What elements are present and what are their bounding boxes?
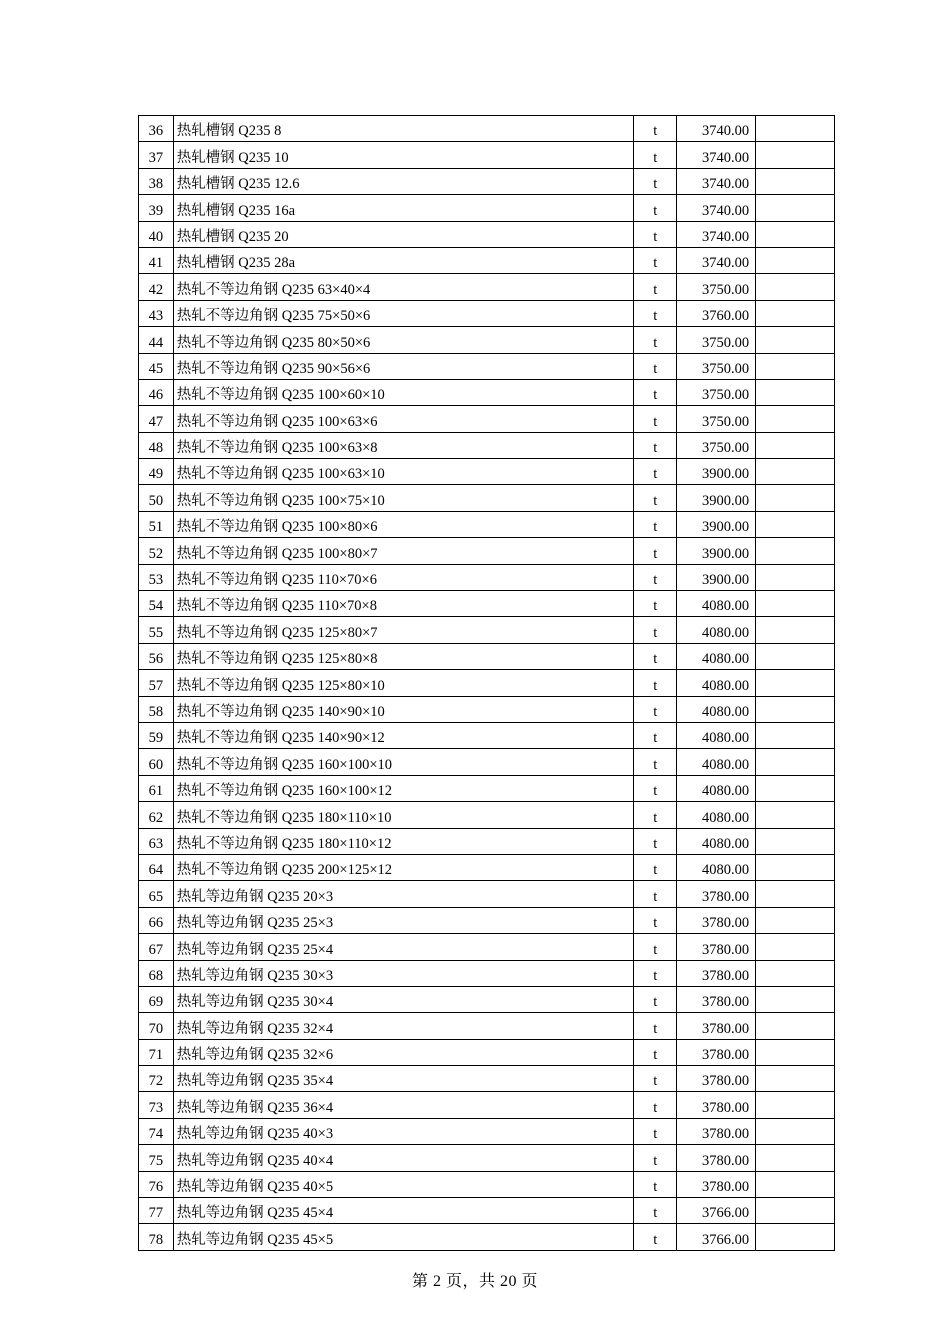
table-row xyxy=(139,802,835,828)
unit-cell: t xyxy=(634,459,677,485)
table-row xyxy=(139,195,835,221)
table-body xyxy=(139,116,835,1251)
note-cell xyxy=(756,459,835,485)
note-cell xyxy=(756,1145,835,1171)
item-number-cell: 76 xyxy=(139,1171,174,1197)
item-number-cell: 38 xyxy=(139,168,174,194)
table-row xyxy=(139,1224,835,1250)
price-cell: 3900.00 xyxy=(677,485,756,511)
item-number-cell: 42 xyxy=(139,274,174,300)
table-row xyxy=(139,1171,835,1197)
unit-cell: t xyxy=(634,1039,677,1065)
item-name-cell: 热轧不等边角钢 Q235 75×50×6 xyxy=(173,300,633,326)
unit-cell: t xyxy=(634,485,677,511)
table-row xyxy=(139,670,835,696)
item-number-cell: 45 xyxy=(139,353,174,379)
item-name-cell: 热轧等边角钢 Q235 40×3 xyxy=(173,1118,633,1144)
item-name-cell: 热轧等边角钢 Q235 40×5 xyxy=(173,1171,633,1197)
unit-cell: t xyxy=(634,564,677,590)
note-cell xyxy=(756,406,835,432)
unit-cell: t xyxy=(634,353,677,379)
item-name-cell: 热轧槽钢 Q235 12.6 xyxy=(173,168,633,194)
item-name-cell: 热轧不等边角钢 Q235 100×63×8 xyxy=(173,432,633,458)
table-row xyxy=(139,564,835,590)
item-name-cell: 热轧槽钢 Q235 20 xyxy=(173,221,633,247)
unit-cell: t xyxy=(634,432,677,458)
note-cell xyxy=(756,300,835,326)
item-number-cell: 75 xyxy=(139,1145,174,1171)
note-cell xyxy=(756,907,835,933)
table-row xyxy=(139,1092,835,1118)
item-number-cell: 39 xyxy=(139,195,174,221)
item-name-cell: 热轧等边角钢 Q235 20×3 xyxy=(173,881,633,907)
item-name-cell: 热轧等边角钢 Q235 45×4 xyxy=(173,1198,633,1224)
note-cell xyxy=(756,247,835,273)
item-name-cell: 热轧等边角钢 Q235 25×3 xyxy=(173,907,633,933)
item-name-cell: 热轧不等边角钢 Q235 100×80×6 xyxy=(173,511,633,537)
unit-cell: t xyxy=(634,1013,677,1039)
table-row xyxy=(139,459,835,485)
price-cell: 3780.00 xyxy=(677,1013,756,1039)
item-number-cell: 41 xyxy=(139,247,174,273)
unit-cell: t xyxy=(634,802,677,828)
price-cell: 3766.00 xyxy=(677,1198,756,1224)
table-row xyxy=(139,1039,835,1065)
note-cell xyxy=(756,934,835,960)
price-cell: 3750.00 xyxy=(677,353,756,379)
item-number-cell: 56 xyxy=(139,643,174,669)
item-number-cell: 43 xyxy=(139,300,174,326)
note-cell xyxy=(756,696,835,722)
item-number-cell: 68 xyxy=(139,960,174,986)
note-cell xyxy=(756,986,835,1012)
unit-cell: t xyxy=(634,828,677,854)
item-number-cell: 44 xyxy=(139,327,174,353)
unit-cell: t xyxy=(634,327,677,353)
unit-cell: t xyxy=(634,1171,677,1197)
price-cell: 3750.00 xyxy=(677,379,756,405)
item-name-cell: 热轧不等边角钢 Q235 110×70×8 xyxy=(173,591,633,617)
item-number-cell: 63 xyxy=(139,828,174,854)
note-cell xyxy=(756,617,835,643)
price-cell: 3740.00 xyxy=(677,195,756,221)
table-row xyxy=(139,749,835,775)
note-cell xyxy=(756,828,835,854)
note-cell xyxy=(756,802,835,828)
note-cell xyxy=(756,1198,835,1224)
item-name-cell: 热轧不等边角钢 Q235 100×63×10 xyxy=(173,459,633,485)
item-name-cell: 热轧不等边角钢 Q235 63×40×4 xyxy=(173,274,633,300)
unit-cell: t xyxy=(634,696,677,722)
unit-cell: t xyxy=(634,775,677,801)
table-row xyxy=(139,485,835,511)
note-cell xyxy=(756,116,835,142)
table-row xyxy=(139,907,835,933)
unit-cell: t xyxy=(634,643,677,669)
price-cell: 3780.00 xyxy=(677,1039,756,1065)
price-cell: 4080.00 xyxy=(677,749,756,775)
item-name-cell: 热轧不等边角钢 Q235 180×110×10 xyxy=(173,802,633,828)
item-number-cell: 73 xyxy=(139,1092,174,1118)
note-cell xyxy=(756,960,835,986)
note-cell xyxy=(756,274,835,300)
note-cell xyxy=(756,775,835,801)
item-number-cell: 54 xyxy=(139,591,174,617)
price-table xyxy=(138,115,835,1251)
price-cell: 3780.00 xyxy=(677,1171,756,1197)
unit-cell: t xyxy=(634,960,677,986)
item-number-cell: 51 xyxy=(139,511,174,537)
item-number-cell: 58 xyxy=(139,696,174,722)
price-cell: 3740.00 xyxy=(677,247,756,273)
price-cell: 4080.00 xyxy=(677,775,756,801)
item-number-cell: 70 xyxy=(139,1013,174,1039)
unit-cell: t xyxy=(634,1145,677,1171)
price-cell: 4080.00 xyxy=(677,802,756,828)
unit-cell: t xyxy=(634,617,677,643)
price-cell: 4080.00 xyxy=(677,643,756,669)
table-row xyxy=(139,591,835,617)
table-row xyxy=(139,221,835,247)
table-row xyxy=(139,1118,835,1144)
note-cell xyxy=(756,881,835,907)
price-cell: 4080.00 xyxy=(677,591,756,617)
price-cell: 3740.00 xyxy=(677,142,756,168)
unit-cell: t xyxy=(634,749,677,775)
note-cell xyxy=(756,722,835,748)
note-cell xyxy=(756,643,835,669)
note-cell xyxy=(756,564,835,590)
price-cell: 4080.00 xyxy=(677,828,756,854)
unit-cell: t xyxy=(634,168,677,194)
item-name-cell: 热轧等边角钢 Q235 30×4 xyxy=(173,986,633,1012)
item-number-cell: 48 xyxy=(139,432,174,458)
item-number-cell: 50 xyxy=(139,485,174,511)
item-name-cell: 热轧等边角钢 Q235 45×5 xyxy=(173,1224,633,1250)
item-number-cell: 40 xyxy=(139,221,174,247)
item-number-cell: 77 xyxy=(139,1198,174,1224)
note-cell xyxy=(756,327,835,353)
item-name-cell: 热轧不等边角钢 Q235 140×90×12 xyxy=(173,722,633,748)
price-cell: 3780.00 xyxy=(677,934,756,960)
note-cell xyxy=(756,195,835,221)
item-number-cell: 49 xyxy=(139,459,174,485)
table-row xyxy=(139,775,835,801)
item-name-cell: 热轧槽钢 Q235 8 xyxy=(173,116,633,142)
price-cell: 4080.00 xyxy=(677,617,756,643)
unit-cell: t xyxy=(634,379,677,405)
item-name-cell: 热轧不等边角钢 Q235 160×100×12 xyxy=(173,775,633,801)
item-number-cell: 53 xyxy=(139,564,174,590)
item-name-cell: 热轧不等边角钢 Q235 140×90×10 xyxy=(173,696,633,722)
unit-cell: t xyxy=(634,1224,677,1250)
price-cell: 3750.00 xyxy=(677,432,756,458)
table-row xyxy=(139,722,835,748)
item-number-cell: 65 xyxy=(139,881,174,907)
table-row xyxy=(139,617,835,643)
table-row xyxy=(139,881,835,907)
note-cell xyxy=(756,591,835,617)
item-name-cell: 热轧槽钢 Q235 10 xyxy=(173,142,633,168)
item-name-cell: 热轧不等边角钢 Q235 90×56×6 xyxy=(173,353,633,379)
item-name-cell: 热轧等边角钢 Q235 25×4 xyxy=(173,934,633,960)
item-number-cell: 69 xyxy=(139,986,174,1012)
item-name-cell: 热轧不等边角钢 Q235 100×60×10 xyxy=(173,379,633,405)
note-cell xyxy=(756,221,835,247)
price-cell: 3740.00 xyxy=(677,221,756,247)
note-cell xyxy=(756,749,835,775)
price-cell: 3780.00 xyxy=(677,986,756,1012)
item-number-cell: 60 xyxy=(139,749,174,775)
unit-cell: t xyxy=(634,854,677,880)
price-cell: 3766.00 xyxy=(677,1224,756,1250)
item-number-cell: 72 xyxy=(139,1066,174,1092)
unit-cell: t xyxy=(634,986,677,1012)
item-number-cell: 67 xyxy=(139,934,174,960)
price-cell: 3750.00 xyxy=(677,274,756,300)
item-name-cell: 热轧不等边角钢 Q235 160×100×10 xyxy=(173,749,633,775)
unit-cell: t xyxy=(634,934,677,960)
note-cell xyxy=(756,1013,835,1039)
price-cell: 3900.00 xyxy=(677,511,756,537)
table-row xyxy=(139,379,835,405)
price-cell: 3780.00 xyxy=(677,960,756,986)
note-cell xyxy=(756,1039,835,1065)
price-cell: 3760.00 xyxy=(677,300,756,326)
table-row xyxy=(139,538,835,564)
note-cell xyxy=(756,670,835,696)
table-row xyxy=(139,511,835,537)
item-name-cell: 热轧不等边角钢 Q235 80×50×6 xyxy=(173,327,633,353)
table-row xyxy=(139,142,835,168)
item-name-cell: 热轧等边角钢 Q235 35×4 xyxy=(173,1066,633,1092)
price-cell: 3780.00 xyxy=(677,1092,756,1118)
table-row xyxy=(139,696,835,722)
price-cell: 3750.00 xyxy=(677,327,756,353)
note-cell xyxy=(756,854,835,880)
note-cell xyxy=(756,485,835,511)
table-row xyxy=(139,327,835,353)
note-cell xyxy=(756,1066,835,1092)
note-cell xyxy=(756,1171,835,1197)
note-cell xyxy=(756,511,835,537)
price-cell: 3750.00 xyxy=(677,406,756,432)
item-number-cell: 37 xyxy=(139,142,174,168)
item-number-cell: 36 xyxy=(139,116,174,142)
note-cell xyxy=(756,379,835,405)
table-row xyxy=(139,274,835,300)
item-name-cell: 热轧等边角钢 Q235 32×4 xyxy=(173,1013,633,1039)
price-cell: 4080.00 xyxy=(677,696,756,722)
price-cell: 4080.00 xyxy=(677,854,756,880)
price-cell: 3900.00 xyxy=(677,459,756,485)
price-cell: 3740.00 xyxy=(677,116,756,142)
price-cell: 3780.00 xyxy=(677,1145,756,1171)
item-name-cell: 热轧不等边角钢 Q235 100×75×10 xyxy=(173,485,633,511)
note-cell xyxy=(756,142,835,168)
item-name-cell: 热轧等边角钢 Q235 40×4 xyxy=(173,1145,633,1171)
item-name-cell: 热轧槽钢 Q235 16a xyxy=(173,195,633,221)
table-row xyxy=(139,960,835,986)
item-name-cell: 热轧不等边角钢 Q235 100×80×7 xyxy=(173,538,633,564)
item-number-cell: 55 xyxy=(139,617,174,643)
unit-cell: t xyxy=(634,538,677,564)
item-number-cell: 64 xyxy=(139,854,174,880)
note-cell xyxy=(756,168,835,194)
item-name-cell: 热轧等边角钢 Q235 36×4 xyxy=(173,1092,633,1118)
note-cell xyxy=(756,1224,835,1250)
table-row xyxy=(139,854,835,880)
unit-cell: t xyxy=(634,722,677,748)
item-name-cell: 热轧不等边角钢 Q235 125×80×8 xyxy=(173,643,633,669)
unit-cell: t xyxy=(634,274,677,300)
price-cell: 3900.00 xyxy=(677,564,756,590)
table-row xyxy=(139,168,835,194)
price-cell: 4080.00 xyxy=(677,670,756,696)
price-cell: 3780.00 xyxy=(677,907,756,933)
table-row xyxy=(139,1198,835,1224)
unit-cell: t xyxy=(634,907,677,933)
table-row xyxy=(139,116,835,142)
price-cell: 4080.00 xyxy=(677,722,756,748)
unit-cell: t xyxy=(634,1198,677,1224)
unit-cell: t xyxy=(634,1092,677,1118)
price-cell: 3740.00 xyxy=(677,168,756,194)
note-cell xyxy=(756,1092,835,1118)
item-name-cell: 热轧不等边角钢 Q235 125×80×7 xyxy=(173,617,633,643)
item-name-cell: 热轧不等边角钢 Q235 180×110×12 xyxy=(173,828,633,854)
table-row xyxy=(139,247,835,273)
table-row xyxy=(139,353,835,379)
table-row xyxy=(139,1013,835,1039)
note-cell xyxy=(756,1118,835,1144)
item-number-cell: 61 xyxy=(139,775,174,801)
item-name-cell: 热轧不等边角钢 Q235 100×63×6 xyxy=(173,406,633,432)
item-name-cell: 热轧槽钢 Q235 28a xyxy=(173,247,633,273)
table-row xyxy=(139,300,835,326)
price-cell: 3780.00 xyxy=(677,1066,756,1092)
unit-cell: t xyxy=(634,247,677,273)
unit-cell: t xyxy=(634,511,677,537)
item-name-cell: 热轧不等边角钢 Q235 110×70×6 xyxy=(173,564,633,590)
unit-cell: t xyxy=(634,591,677,617)
table-row xyxy=(139,1066,835,1092)
item-number-cell: 71 xyxy=(139,1039,174,1065)
table-row xyxy=(139,828,835,854)
unit-cell: t xyxy=(634,670,677,696)
unit-cell: t xyxy=(634,195,677,221)
item-name-cell: 热轧等边角钢 Q235 30×3 xyxy=(173,960,633,986)
unit-cell: t xyxy=(634,116,677,142)
item-number-cell: 52 xyxy=(139,538,174,564)
unit-cell: t xyxy=(634,406,677,432)
item-number-cell: 66 xyxy=(139,907,174,933)
item-number-cell: 46 xyxy=(139,379,174,405)
item-name-cell: 热轧不等边角钢 Q235 125×80×10 xyxy=(173,670,633,696)
table-row xyxy=(139,432,835,458)
price-cell: 3780.00 xyxy=(677,1118,756,1144)
unit-cell: t xyxy=(634,881,677,907)
note-cell xyxy=(756,353,835,379)
item-number-cell: 59 xyxy=(139,722,174,748)
item-number-cell: 62 xyxy=(139,802,174,828)
item-number-cell: 74 xyxy=(139,1118,174,1144)
unit-cell: t xyxy=(634,300,677,326)
table-row xyxy=(139,643,835,669)
note-cell xyxy=(756,538,835,564)
note-cell xyxy=(756,432,835,458)
page-footer: 第 2 页，共 20 页 xyxy=(411,1273,538,1290)
price-cell: 3780.00 xyxy=(677,881,756,907)
unit-cell: t xyxy=(634,1066,677,1092)
item-number-cell: 78 xyxy=(139,1224,174,1250)
item-name-cell: 热轧不等边角钢 Q235 200×125×12 xyxy=(173,854,633,880)
item-number-cell: 47 xyxy=(139,406,174,432)
item-name-cell: 热轧等边角钢 Q235 32×6 xyxy=(173,1039,633,1065)
table-row xyxy=(139,934,835,960)
unit-cell: t xyxy=(634,142,677,168)
unit-cell: t xyxy=(634,1118,677,1144)
unit-cell: t xyxy=(634,221,677,247)
item-number-cell: 57 xyxy=(139,670,174,696)
price-cell: 3900.00 xyxy=(677,538,756,564)
table-row xyxy=(139,986,835,1012)
table-row xyxy=(139,1145,835,1171)
table-row xyxy=(139,406,835,432)
